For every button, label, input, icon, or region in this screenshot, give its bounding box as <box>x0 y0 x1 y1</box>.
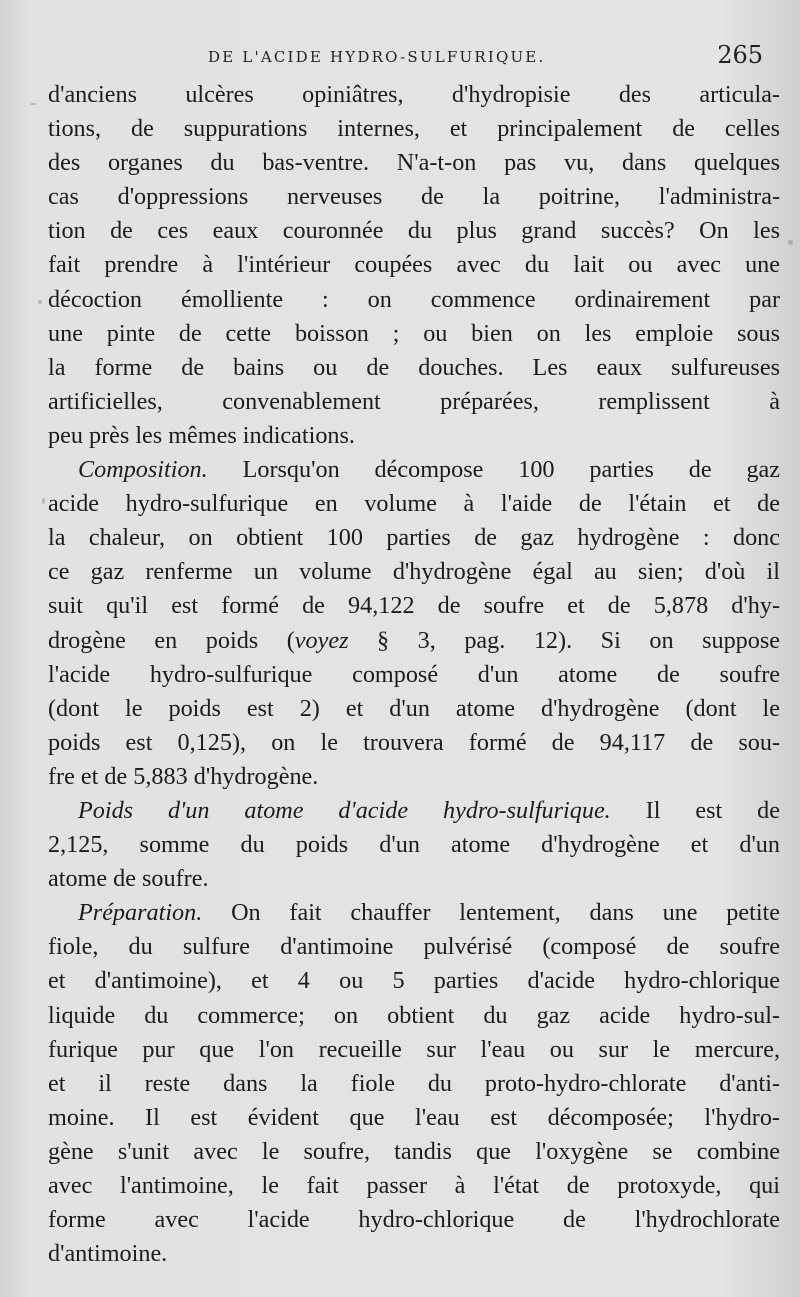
text-line: décoction émolliente : on commence ordinairement par <box>48 285 780 313</box>
text-line: ce gaz renferme un volume d'hydrogène égal au sien; d'où il <box>48 558 780 586</box>
text-line: atome de soufre. <box>48 865 209 893</box>
text-line: fiole, du sulfure d'antimoine pulvérisé (composé de soufre <box>48 933 780 961</box>
text-line: artificielles, convenablement préparées, remplissent à <box>48 387 780 415</box>
body-text <box>48 78 780 1271</box>
text-line: Préparation. On fait chauffer lentement, dans une petite <box>78 899 780 927</box>
text-line: la chaleur, on obtient 100 parties de gaz hydrogène : donc <box>48 524 780 552</box>
text-line: d'antimoine. <box>48 1240 168 1268</box>
text-line: et d'antimoine), et 4 ou 5 parties d'acide hydro-chlorique <box>48 967 780 995</box>
section-heading-composition: Composition. <box>78 456 208 484</box>
text-line: la forme de bains ou de douches. Les eaux sulfureuses <box>48 353 780 381</box>
text-line: forme avec l'acide hydro-chlorique de l'hydrochlorate <box>48 1206 780 1234</box>
section-heading-atom-weight: Poids d'un atome d'acide hydro-sulfurique. <box>78 796 611 824</box>
text-line: moine. Il est évident que l'eau est décomposée; l'hydro- <box>48 1103 780 1131</box>
text-line: fre et de 5,883 d'hydrogène. <box>48 762 319 790</box>
paper-speck <box>788 240 793 245</box>
paper-speck <box>42 498 45 504</box>
voyez-word: voyez <box>294 626 349 654</box>
text-line: Poids d'un atome d'acide hydro-sulfurique. Il est de <box>78 796 780 824</box>
page-header <box>48 38 763 78</box>
text-line: peu près les mêmes indications. <box>48 421 355 449</box>
text-line: une pinte de cette boisson ; ou bien on les emploie sous <box>48 319 780 347</box>
paper-speck <box>30 103 36 105</box>
text-line: furique pur que l'on recueille sur l'eau ou sur le mercure, <box>48 1035 780 1063</box>
text-line: Composition. Lorsqu'on décompose 100 parties de gaz <box>78 456 780 484</box>
page-number: 265 <box>717 41 763 69</box>
text-line: 2,125, somme du poids d'un atome d'hydrogène et d'un <box>48 831 780 859</box>
text-line: fait prendre à l'intérieur coupées avec du lait ou avec une <box>48 251 780 279</box>
text-line: suit qu'il est formé de 94,122 de soufre et de 5,878 d'hy- <box>48 592 780 620</box>
text-line: des organes du bas-ventre. N'a-t-on pas vu, dans quelques <box>48 149 780 177</box>
running-title: DE L'ACIDE HYDRO-SULFURIQUE. <box>208 48 546 66</box>
text-line: liquide du commerce; on obtient du gaz acide hydro-sul- <box>48 1001 780 1029</box>
text-line: gène s'unit avec le soufre, tandis que l'oxygène se combine <box>48 1137 780 1165</box>
text-line: acide hydro-sulfurique en volume à l'aide de l'étain et de <box>48 490 780 518</box>
text-line: avec l'antimoine, le fait passer à l'état de protoxyde, qui <box>48 1172 780 1199</box>
text-line: tion de ces eaux couronnée du plus grand succès? On les <box>48 217 780 245</box>
text-line: et il reste dans la fiole du proto-hydro-chlorate d'anti- <box>48 1069 780 1097</box>
section-heading-preparation: Préparation. <box>78 899 203 927</box>
paper-speck <box>38 300 42 304</box>
text-line: d'anciens ulcères opiniâtres, d'hydropisie des articula- <box>48 81 780 108</box>
text-line: l'acide hydro-sulfurique composé d'un atome de soufre <box>48 660 780 688</box>
text-line: poids est 0,125), on le trouvera formé de 94,117 de sou- <box>48 728 780 756</box>
text-line: tions, de suppurations internes, et principalement de celles <box>48 115 780 143</box>
text-line: drogène en poids (voyez § 3, pag. 12). Si on suppose <box>48 626 780 654</box>
text-line: cas d'oppressions nerveuses de la poitrine, l'administra- <box>48 183 780 211</box>
text-line: (dont le poids est 2) et d'un atome d'hydrogène (dont le <box>48 694 780 722</box>
